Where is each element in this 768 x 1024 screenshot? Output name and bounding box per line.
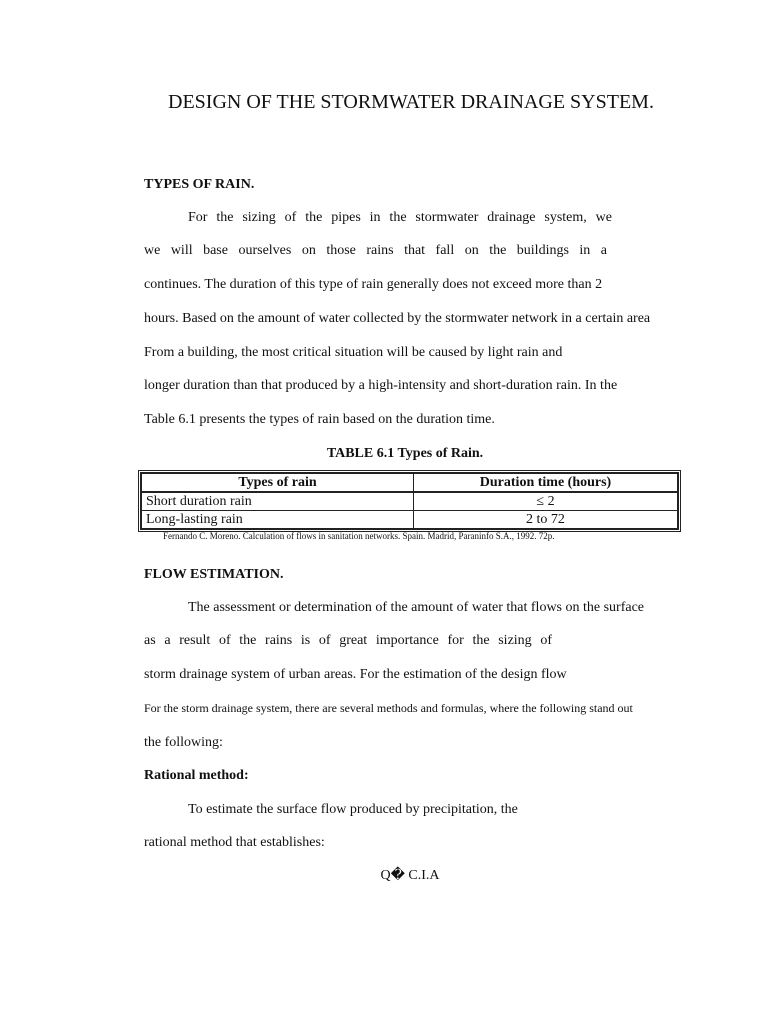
paragraph-line: longer duration than that produced by a high-intensity and short-duration rain. In the: [144, 378, 618, 393]
paragraph-line: Table 6.1 presents the types of rain based on the duration time.: [144, 412, 495, 427]
table-caption: TABLE 6.1 Types of Rain.: [326, 446, 484, 461]
section-heading-types-of-rain: TYPES OF RAIN.: [144, 177, 255, 192]
paragraph-line: storm drainage system of urban areas. For the estimation of the design flow: [144, 667, 567, 682]
table-cell: ≤ 2: [414, 492, 678, 511]
paragraph-line: as a result of the rains is of great importance for the sizing of: [144, 633, 552, 648]
table-row: [142, 511, 678, 529]
paragraph-line: From a building, the most critical situation will be caused by light rain and: [144, 345, 563, 360]
paragraph-line: continues. The duration of this type of rain generally does not exceed more than 2: [144, 277, 603, 292]
paragraph-line: the following:: [144, 735, 223, 750]
paragraph-line: rational method that establishes:: [144, 835, 325, 850]
paragraph-line: To estimate the surface flow produced by precipitation, the: [188, 802, 518, 817]
table-header-duration: Duration time (hours): [414, 474, 678, 493]
table-source-note: Fernando C. Moreno. Calculation of flows in sanitation networks. Spain. Madrid, Paraninfo S.A., 1992. 72p.: [163, 531, 555, 541]
paragraph-line: For the sizing of the pipes in the stormwater drainage system, we: [188, 210, 612, 225]
rain-types-table: [138, 470, 681, 532]
table-cell: 2 to 72: [414, 511, 678, 529]
section-heading-rational-method: Rational method:: [144, 768, 249, 783]
table-cell: Short duration rain: [142, 492, 414, 511]
paragraph-line: The assessment or determination of the amount of water that flows on the surface: [188, 600, 645, 615]
table-header-types: Types of rain: [142, 474, 414, 493]
table-row: [142, 492, 678, 511]
table-cell: Long-lasting rain: [142, 511, 414, 529]
paragraph-line: For the storm drainage system, there are several methods and formulas, where the following stand out: [144, 701, 633, 715]
rational-formula: Q� C.I.A: [380, 868, 440, 883]
document-title: DESIGN OF THE STORMWATER DRAINAGE SYSTEM.: [168, 91, 654, 113]
section-heading-flow-estimation: FLOW ESTIMATION.: [144, 567, 284, 582]
paragraph-line: hours. Based on the amount of water collected by the stormwater network in a certain area: [144, 311, 651, 326]
paragraph-line: we will base ourselves on those rains that fall on the buildings in a: [144, 243, 607, 258]
